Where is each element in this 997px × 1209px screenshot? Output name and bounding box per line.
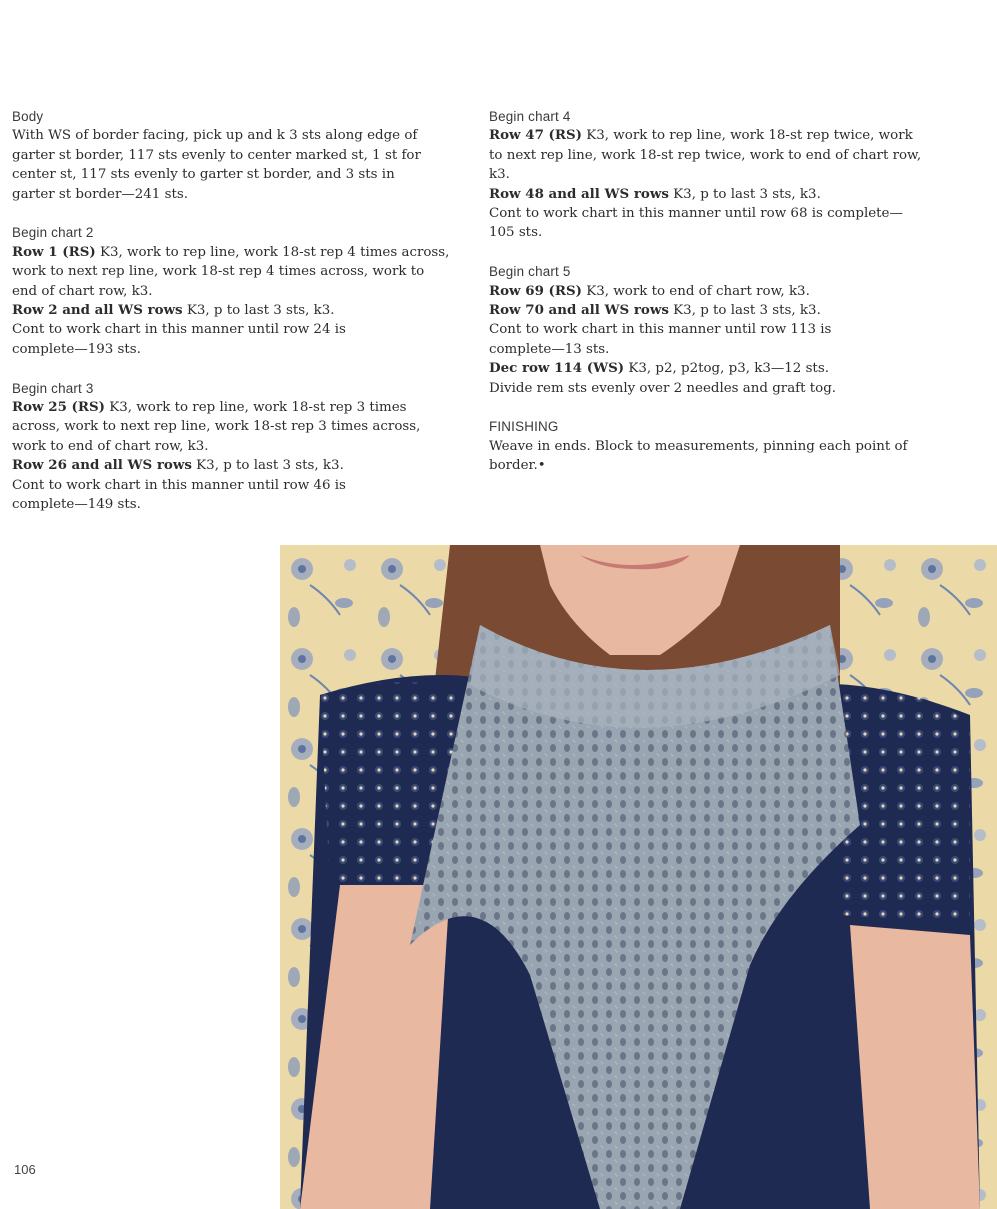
body-line-3: center st, 117 sts evenly to garter st border, and 3 sts in [12,167,395,183]
instruction-line [489,282,951,301]
row-text: K3, work to end of chart row, k3. [582,283,810,299]
section-chart-4 [489,107,951,243]
body-line-4: garter st border—241 sts. [12,186,188,202]
instruction-line [489,301,951,320]
instruction-line: work to end of chart row, k3. [12,438,209,454]
body-line-1: With WS of border facing, pick up and k 3 sts along edge of [12,128,418,144]
row-text: K3, p to last 3 sts, k3. [191,458,344,474]
section-chart-5 [489,262,951,398]
row-text: K3, p to last 3 sts, k3. [182,303,335,319]
instruction-line: Cont to work chart in this manner until row 24 is [12,322,346,338]
section-chart-2 [12,223,464,359]
instruction-line: 105 sts. [489,225,543,241]
instruction-line [12,456,464,475]
page-number: 106 [14,1162,36,1177]
right-column [489,107,951,495]
instruction-line [489,185,951,204]
section-heading: Begin chart 4 [489,109,571,124]
row-label: Row 2 and all WS rows [12,302,183,319]
instruction-line: Divide rem sts evenly over 2 needles and graft tog. [489,380,837,396]
section-heading: Begin chart 3 [12,380,94,396]
instruction-line [12,301,464,320]
row-text: K3, work to rep line, work 18-st rep twice, work [582,128,913,144]
instruction-line [12,398,464,417]
section-finishing [489,417,951,475]
row-label: Row 47 (RS) [489,127,583,144]
instruction-line [489,126,951,145]
left-column [12,107,464,534]
instruction-line: complete—13 sts. [489,341,610,357]
row-label: Row 1 (RS) [12,243,96,260]
instruction-line: complete—149 sts. [12,497,141,513]
row-label: Row 48 and all WS rows [489,185,669,202]
row-text: K3, p to last 3 sts, k3. [668,186,821,202]
instruction-line: Cont to work chart in this manner until row 68 is complete— [489,206,903,222]
row-label: Row 26 and all WS rows [12,457,192,474]
instruction-line: border.• [489,458,546,474]
instruction-line: complete—193 sts. [12,341,141,357]
instruction-line: Weave in ends. Block to measurements, pinning each point of [489,438,908,454]
instruction-line: across, work to next rep line, work 18-st rep 3 times across, [12,419,421,435]
section-heading: Body [12,109,44,124]
row-label: Row 70 and all WS rows [489,302,669,319]
section-chart-3 [12,379,464,515]
section-heading: Begin chart 2 [12,225,94,241]
row-label: Dec row 114 (WS) [489,360,625,377]
row-label: Row 25 (RS) [12,399,106,416]
instruction-line [489,359,951,378]
instruction-line: Cont to work chart in this manner until row 46 is [12,477,346,493]
row-label: Row 69 (RS) [489,282,583,299]
instruction-line: to next rep line, work 18-st rep twice, work to end of chart row, [489,147,922,163]
instruction-line: Cont to work chart in this manner until row 113 is [489,322,832,338]
row-text: K3, p to last 3 sts, k3. [668,303,821,319]
section-heading: Begin chart 5 [489,264,571,280]
instruction-line: work to next rep line, work 18-st rep 4 times across, work to [12,264,425,280]
body-line-2: garter st border, 117 sts evenly to center marked st, 1 st for [12,147,421,163]
section-heading: FINISHING [489,419,559,435]
instruction-line: end of chart row, k3. [12,283,153,299]
instruction-line: k3. [489,167,510,183]
row-text: K3, p2, p2tog, p3, k3—12 sts. [624,361,829,377]
row-text: K3, work to rep line, work 18-st rep 4 times across, [95,244,450,260]
shawl-photo-illustration [280,545,997,1209]
section-body [12,107,464,204]
row-text: K3, work to rep line, work 18-st rep 3 times [105,400,407,416]
instruction-line [12,243,464,262]
shawl-photo [280,545,997,1209]
